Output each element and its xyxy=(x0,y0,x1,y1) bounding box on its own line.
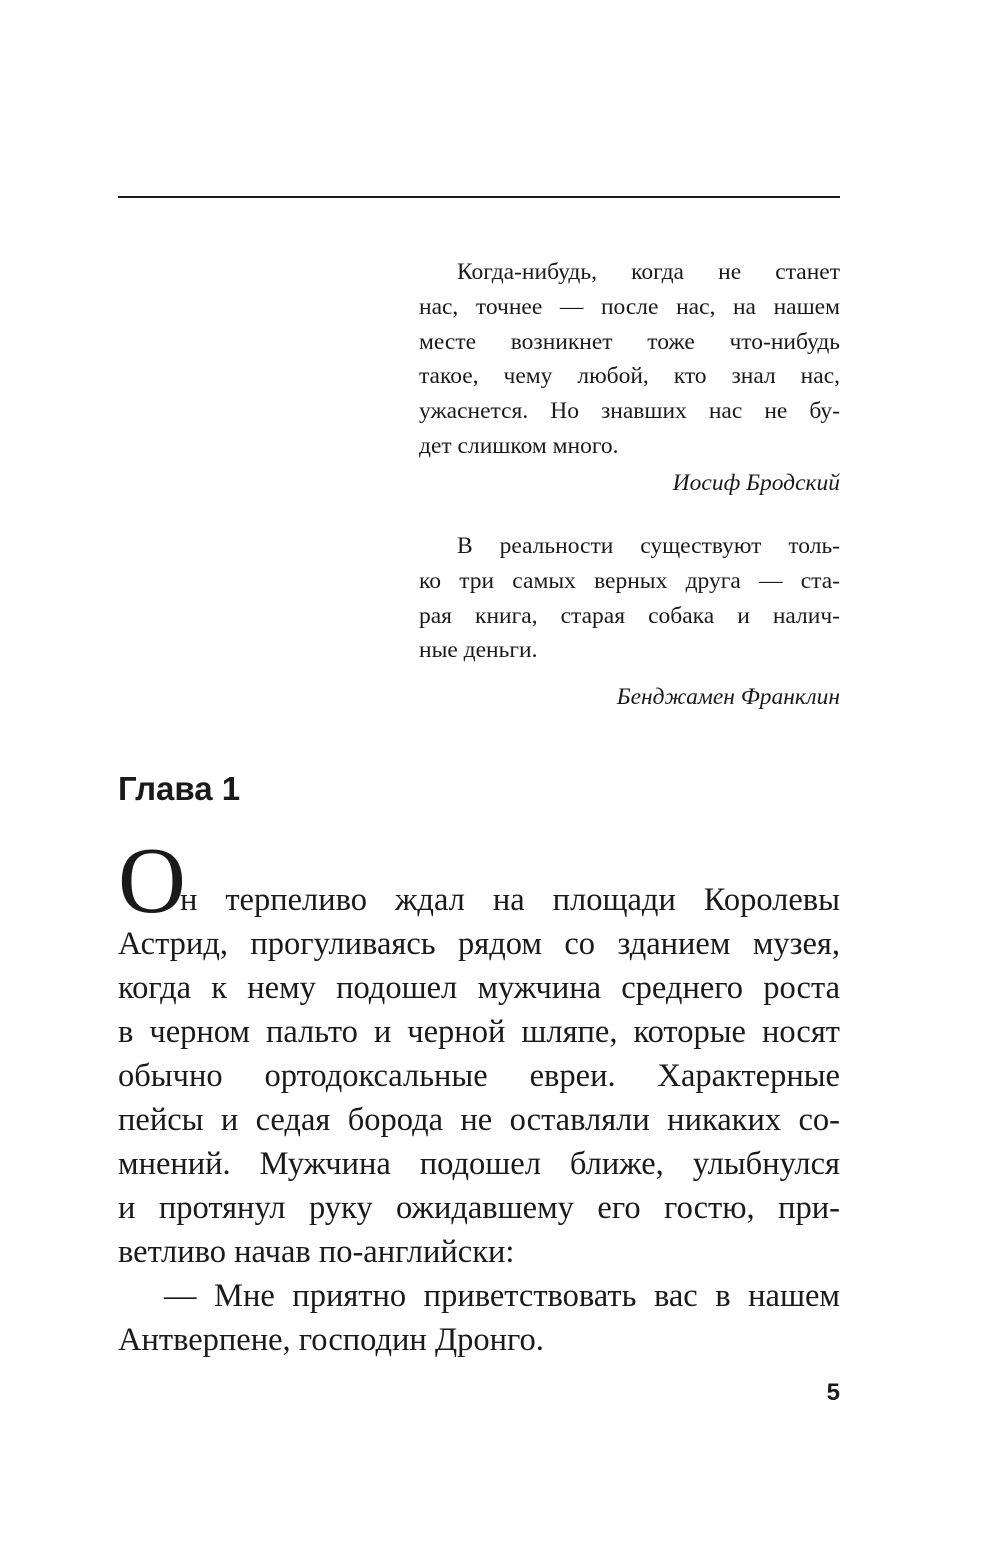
body-line: мнений. Мужчина подошел ближе, улыбнулся xyxy=(118,1146,840,1182)
dialogue-line: Антверпене, господин Дронго. xyxy=(118,1322,544,1358)
drop-cap: О xyxy=(118,829,186,933)
body-line: и протянул руку ожидавшему его гостю, при- xyxy=(118,1190,840,1226)
epigraph-line: ные деньги. xyxy=(419,637,538,664)
epigraph-line: ко три самых верных друга — ста- xyxy=(419,567,840,594)
top-rule xyxy=(118,196,840,198)
body-line: когда к нему подошел мужчина среднего роста xyxy=(118,970,840,1006)
body-line: обычно ортодоксальные евреи. Характерные xyxy=(118,1058,840,1094)
page-number: 5 xyxy=(826,1379,840,1406)
epigraph-line: рая книга, старая собака и налич- xyxy=(419,602,840,629)
body-line: пейсы и седая борода не оставляли никаких со- xyxy=(118,1102,840,1138)
body-line: в черном пальто и черной шляпе, которые носят xyxy=(118,1014,840,1050)
epigraph-franklin xyxy=(419,529,840,714)
body-line: н терпеливо ждал на площади Королевы xyxy=(180,882,840,918)
epigraph-line: В реальности существуют толь- xyxy=(457,533,840,559)
epigraph-brodsky xyxy=(419,255,840,500)
epigraph-line: месте возникнет тоже что-нибудь xyxy=(419,328,840,355)
epigraph-line: нас, точнее — после нас, на нашем xyxy=(419,293,840,320)
epigraph-author: Бенджамен Франклин xyxy=(616,684,840,711)
epigraph-line: Когда-нибудь, когда не станет xyxy=(457,259,840,285)
epigraph-author: Иосиф Бродский xyxy=(672,469,840,496)
chapter-body xyxy=(118,829,840,1362)
body-line: Астрид, прогуливаясь рядом со зданием музея, xyxy=(118,926,840,962)
epigraph-line: дет слишком много. xyxy=(419,432,619,459)
dialogue-line: — Мне приятно приветствовать вас в нашем xyxy=(164,1278,840,1314)
epigraph-line: ужаснется. Но знавших нас не бу- xyxy=(419,398,840,425)
body-line: ветливо начав по-английски: xyxy=(118,1234,515,1270)
epigraph-line: такое, чему любой, кто знал нас, xyxy=(419,363,840,390)
chapter-title: Глава 1 xyxy=(118,770,241,807)
